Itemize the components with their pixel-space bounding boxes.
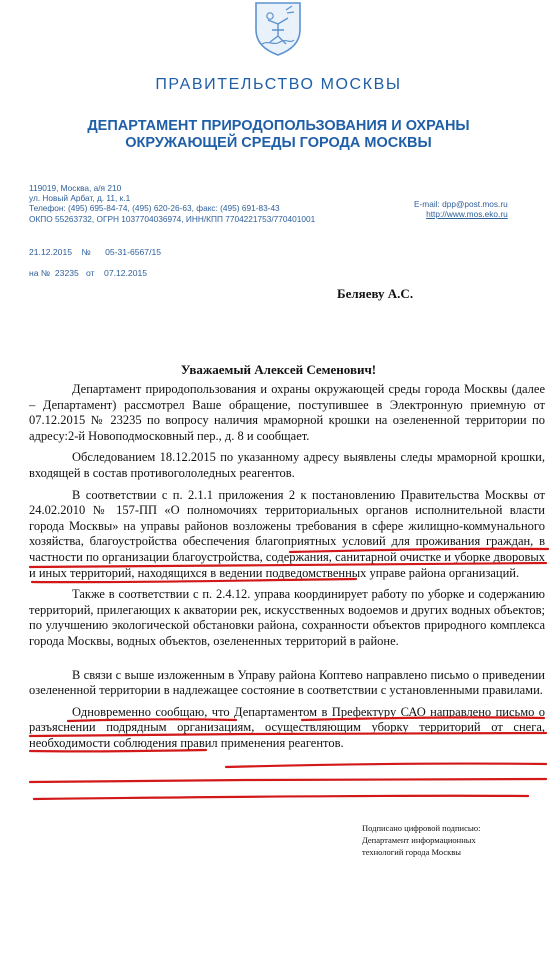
department-title	[0, 118, 557, 152]
letter-body	[29, 382, 545, 757]
email-address[interactable]: E-mail: dpp@post.mos.ru	[414, 199, 508, 209]
moscow-coat-of-arms-icon	[248, 0, 308, 56]
paragraph-regulation: В соответствии с п. 2.1.1 приложения 2 к постановлению Правительства Москвы от 24.02.2010 № 157-ПП «О полномочиях территориальных органов исполнительной власти города Москвы» на управы районов возложены требования в сфере жилищно-коммунального хозяйства, благоустройства обеспечения благоприятных условий для проживания граждан, в частности по организации благоустройства, содержания, санитарной очистке и уборке дворовых и иных территорий, находящихся в ведении подведомственных управе района организаций.	[29, 487, 545, 580]
signature-line3: технологий города Москвы	[362, 847, 461, 857]
contact-phone-line: Телефон: (495) 695-84-74, (495) 620-26-63, факс: (495) 691-83-43	[29, 203, 280, 214]
paragraph-coordination: Также в соответствии с п. 2.4.12. управа координирует работу по уборке и содержанию территорий, прилегающих к акватории рек, искусственных водоемов и других водных объектов; по улучшению экологической обстановки района, сохранности объектов природного комплекса города Москвы, водных объектов, озелененных территорий в районе.	[29, 587, 545, 648]
contact-address-line: 119019, Москва, а/я 210	[29, 183, 122, 193]
incoming-reference: на № 23235 от 07.12.2015	[29, 268, 148, 278]
contact-street-line: ул. Новый Арбат, д. 11, к.1	[29, 193, 131, 204]
digital-signature-note	[362, 822, 480, 858]
underline-mark	[30, 779, 546, 782]
department-title-line2: ОКРУЖАЮЩЕЙ СРЕДЫ ГОРОДА МОСКВЫ	[125, 135, 432, 151]
contact-block	[29, 183, 315, 224]
paragraph-action-prefecture: Одновременно сообщаю, что Департаментом в Префектуру САО направлено письмо о разъяснении подрядным организациям, осуществляющим уборку территорий от снега, необходимости соблюдения правил применения реагентов.	[29, 704, 545, 750]
government-title: ПРАВИТЕЛЬСТВО МОСКВЫ	[155, 76, 402, 93]
paragraph-action-koptevo: В связи с выше изложенным в Управу района Коптево направлено письмо о приведении озелененной территории в надлежащее состояние в соответствии с установленными правилами.	[29, 667, 545, 698]
underline-mark	[34, 796, 528, 799]
paragraph-request: Департамент природопользования и охраны окружающей среды города Москвы (далее – Департамент) рассмотрел Ваше обращение, поступившее в Электронную приемную от 07.12.2015 № 23235 по вопросу наличия мраморной крошки на озелененной территории по адресу:2-й Новоподмосковный пер., д. 8 и сообщает.	[29, 382, 545, 443]
addressee-name: Беляеву А.С.	[337, 286, 414, 301]
email-block	[414, 199, 508, 219]
underline-mark	[226, 764, 546, 767]
contact-registry-line: ОКПО 55263732, ОГРН 1037704036974, ИНН/КПП 7704221753/770401001	[29, 213, 316, 224]
signature-line1: Подписано цифровой подписью:	[362, 823, 481, 833]
outgoing-number: 21.12.2015 № 05-31-6567/15	[29, 247, 162, 257]
signature-line2: Департамент информационных	[362, 835, 476, 845]
salutation: Уважаемый Алексей Семенович!	[180, 362, 377, 377]
website-link[interactable]: http://www.mos.eko.ru	[426, 209, 508, 220]
department-title-line1: ДЕПАРТАМЕНТ ПРИРОДОПОЛЬЗОВАНИЯ И ОХРАНЫ	[87, 118, 470, 134]
paragraph-inspection: Обследованием 18.12.2015 по указанному адресу выявлены следы мраморной крошки, входящей в состав противогололедных реагентов.	[29, 450, 545, 480]
